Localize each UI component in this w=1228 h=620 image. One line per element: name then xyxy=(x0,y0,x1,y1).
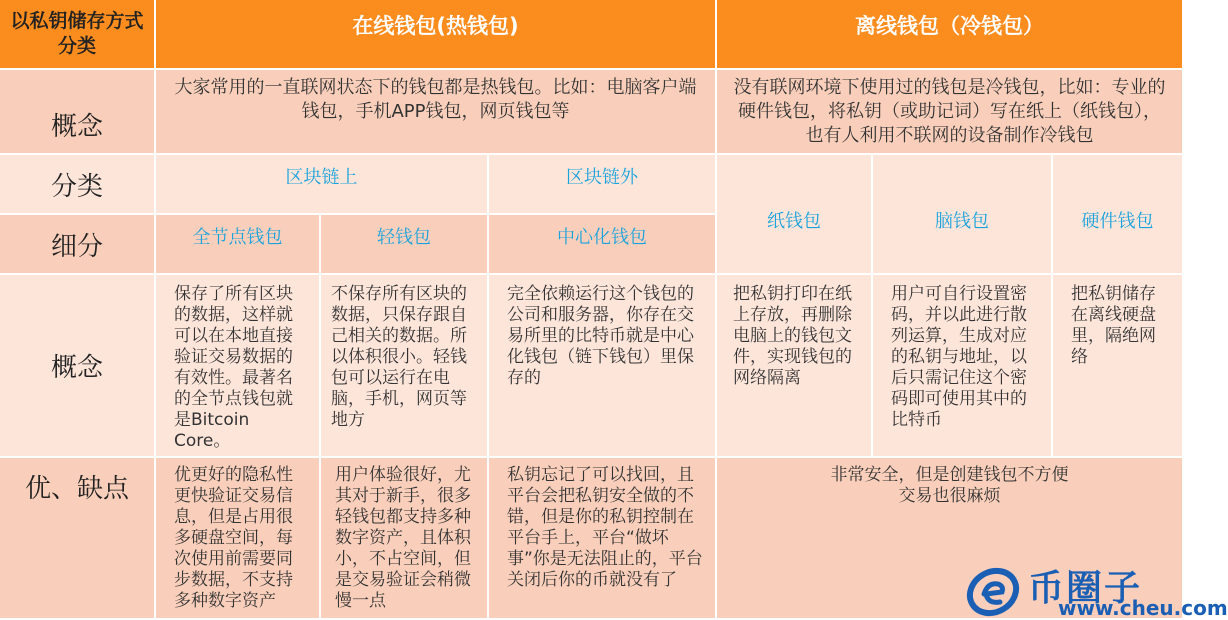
cold-pros-cons-text: 非常安全，但是创建钱包不方便交易也很麻烦 xyxy=(830,465,1069,506)
corner-header xyxy=(0,0,156,70)
light-pros-cons-cell xyxy=(321,458,489,620)
subtype-row-label-text: 细分 xyxy=(50,231,103,262)
paper-detail-text: 把私钥打印在纸上存放，再删除电脑上的钱包文件，实现钱包的网络隔离 xyxy=(733,284,852,388)
light-wallet-text: 轻钱包 xyxy=(377,227,431,248)
hardware-detail-cell xyxy=(1053,275,1184,458)
category-row-label xyxy=(0,155,156,215)
full-node-detail-cell xyxy=(156,275,321,458)
centralized-pros-cons-text: 私钥忘记了可以找回，且平台会把私钥安全做的不错，但是你的私钥控制在平台手上，平台“做坏事”你是无法阻止的，平台关闭后你的币就没有了 xyxy=(507,465,703,590)
hot-wallet-header xyxy=(156,0,717,70)
cold-concept-text: 没有联网环境下使用过的钱包是冷钱包，比如：专业的硬件钱包，将私钥（或助记词）写在纸上（纸钱包），也有人利用不联网的设备制作冷钱包 xyxy=(733,77,1166,146)
concept-row-label xyxy=(0,70,156,155)
brain-detail-text: 用户可自行设置密码，并以此进行散列运算，生成对应的私钥与地址，以后只需记住这个密码即可使用其中的比特币 xyxy=(891,284,1027,430)
full-node-wallet-cell xyxy=(156,215,321,275)
cold-concept-cell xyxy=(717,70,1184,155)
onchain-category-text: 区块链上 xyxy=(285,167,358,188)
centralized-pros-cons-cell xyxy=(489,458,717,620)
hot-concept-text: 大家常用的一直联网状态下的钱包都是热钱包。比如：电脑客户端钱包，手机APP钱包，网页钱包等 xyxy=(174,77,697,122)
detail-concept-row-label-text: 概念 xyxy=(50,353,103,383)
full-node-detail-text: 保存了所有区块的数据，这样就可以在本地直接验证交易数据的有效性。最著名的全节点钱包就是Bitcoin Core。 xyxy=(174,284,293,451)
subtype-row-label xyxy=(0,215,156,275)
site-watermark xyxy=(964,562,1228,620)
light-pros-cons-text: 用户体验很好，尤其对于新手，很多轻钱包都支持多种数字资产，且体积小，不占空间，但是交易验证会稍微慢一点 xyxy=(335,465,471,611)
watermark-url: www.cheu.com xyxy=(1058,596,1228,620)
pros-cons-row-label xyxy=(0,458,156,620)
hot-concept-cell xyxy=(156,70,717,155)
centralized-detail-text: 完全依赖运行这个钱包的公司和服务器，你存在交易所里的比特币就是中心化钱包（链下钱包）里保存的 xyxy=(507,284,694,388)
light-wallet-cell xyxy=(321,215,489,275)
paper-detail-cell xyxy=(717,275,873,458)
offchain-category-text: 区块链外 xyxy=(566,167,638,188)
pros-cons-row-label-text: 优、缺点 xyxy=(24,474,129,504)
light-detail-cell xyxy=(321,275,489,458)
onchain-category-cell xyxy=(156,155,489,215)
brain-wallet-cell xyxy=(873,155,1053,275)
corner-header-text: 以私钥储存方式分类 xyxy=(10,10,144,57)
paper-wallet-text: 纸钱包 xyxy=(767,211,821,232)
cold-wallet-header-text: 离线钱包（冷钱包） xyxy=(855,14,1044,38)
full-node-wallet-text: 全节点钱包 xyxy=(192,227,283,248)
detail-concept-row-label xyxy=(0,275,156,458)
hot-wallet-header-text: 在线钱包(热钱包) xyxy=(352,14,519,38)
light-detail-text: 不保存所有区块的数据，只保存跟自己相关的数据。所以体积很小。轻钱包可以运行在电脑，手机，网页等地方 xyxy=(331,284,467,430)
full-node-pros-cons-text: 优更好的隐私性更快验证交易信息，但是占用很多硬盘空间，每次使用前需要同步数据，不支持多种数字资产 xyxy=(174,465,293,611)
full-node-pros-cons-cell xyxy=(156,458,321,620)
centralized-wallet-text: 中心化钱包 xyxy=(557,227,647,248)
hardware-wallet-cell xyxy=(1053,155,1184,275)
brain-detail-cell xyxy=(873,275,1053,458)
watermark-logo-icon xyxy=(964,562,1022,620)
hardware-wallet-text: 硬件钱包 xyxy=(1081,211,1154,232)
concept-row-label-text: 概念 xyxy=(50,112,103,142)
category-row-label-text: 分类 xyxy=(50,171,103,202)
hardware-detail-text: 把私钥储存在离线硬盘里，隔绝网络 xyxy=(1071,284,1156,367)
paper-wallet-cell xyxy=(717,155,873,275)
watermark-name: 币圈子 xyxy=(1028,568,1143,609)
brain-wallet-text: 脑钱包 xyxy=(935,211,989,232)
centralized-detail-cell xyxy=(489,275,717,458)
cold-wallet-header xyxy=(717,0,1184,70)
centralized-wallet-cell xyxy=(489,215,717,275)
offchain-category-cell xyxy=(489,155,717,215)
